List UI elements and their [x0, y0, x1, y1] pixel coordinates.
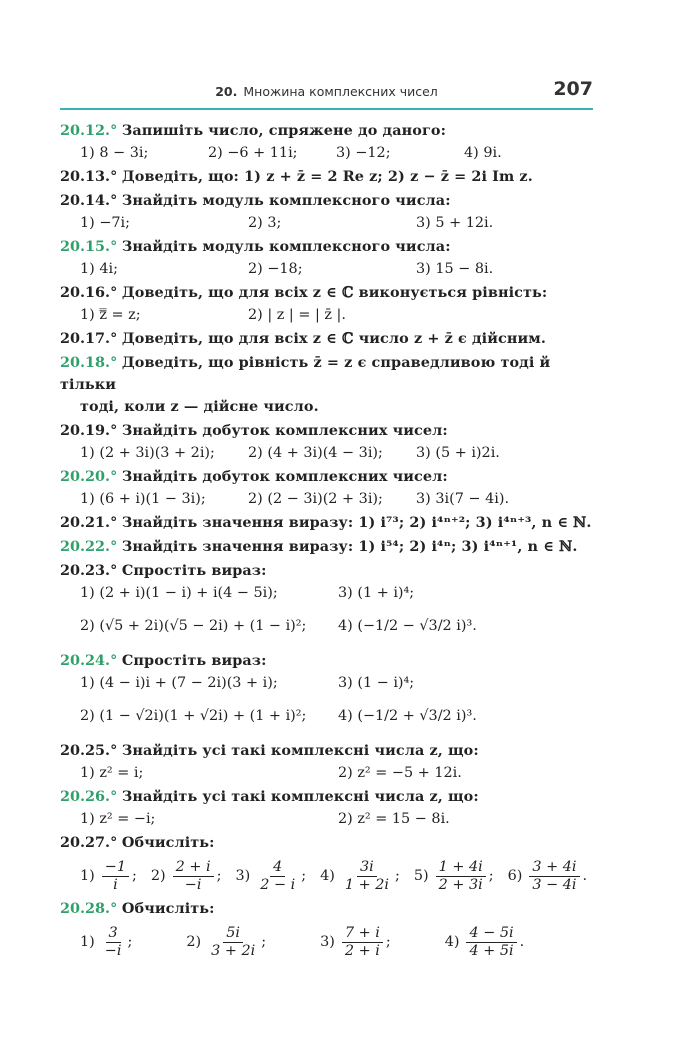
problem-number: 20.20.° — [60, 468, 118, 485]
fraction-punctuation: ; — [132, 868, 137, 884]
problem-20-15 — [60, 236, 600, 280]
option-2: 2) −18; — [248, 261, 303, 277]
option-1: 1) (2 + i)(1 − i) + i(4 − 5i); — [80, 585, 278, 601]
problem-20-17 — [60, 328, 600, 350]
fraction-punctuation: ; — [385, 934, 391, 950]
option-2: 2) | z | = | z̄ |. — [248, 307, 346, 323]
problem-20-12 — [60, 120, 600, 164]
fraction-denominator: −i — [104, 942, 122, 959]
page-header — [60, 80, 593, 110]
option-2: 2) (1 − √2i)(1 + √2i) + (1 + i)²; — [80, 708, 307, 724]
problem-number: 20.26.° — [60, 788, 118, 805]
fraction-punctuation: ; — [216, 868, 222, 884]
fraction — [173, 859, 214, 894]
fraction-item — [414, 859, 494, 894]
fraction-numerator: 1 + 4i — [436, 859, 486, 877]
answer-options — [60, 808, 600, 830]
fraction-denominator: i — [113, 876, 118, 893]
problem-statement: Знайдіть усі такі комплексні числа z, що: — [121, 742, 479, 759]
problem-statement: Знайдіть значення виразу: 1) i⁷³; 2) i⁴ⁿ⁺²; 3) i⁴ⁿ⁺³, n ∈ ℕ. — [121, 514, 592, 531]
fraction-options — [60, 854, 600, 898]
fraction — [436, 859, 486, 894]
problem-number: 20.19.° — [60, 422, 118, 439]
fraction-item — [80, 925, 132, 960]
option-2: 2) −6 + 11i; — [208, 145, 298, 161]
option-1: 1) (2 + 3i)(3 + 2i); — [80, 445, 215, 461]
fraction-denominator: 1 + 2i — [344, 876, 389, 893]
problem-20-18 — [60, 352, 600, 418]
fraction-punctuation: . — [519, 934, 525, 950]
problem-statement: Доведіть, що для всіх z ∈ ℂ виконується рівність: — [121, 284, 548, 301]
problem-statement: Запишіть число, спряжене до даного: — [121, 122, 446, 139]
fraction-item — [320, 859, 400, 894]
fraction-label: 3) — [320, 934, 335, 950]
problem-20-21 — [60, 512, 600, 534]
problem-number: 20.15.° — [60, 238, 118, 255]
fraction-numerator: 4 — [270, 859, 285, 877]
fraction-denominator: 2 + 3i — [438, 876, 483, 893]
option-1: 1) −7i; — [80, 215, 131, 231]
fraction-options — [60, 920, 600, 964]
fraction-denominator: −i — [184, 876, 202, 893]
problem-number: 20.23.° — [60, 562, 118, 579]
fraction — [342, 925, 383, 960]
option-2: 2) (√5 + 2i)(√5 − 2i) + (1 − i)²; — [80, 618, 307, 634]
answer-options — [60, 142, 600, 164]
problem-statement: Обчисліть: — [121, 834, 215, 851]
problem-statement: Знайдіть модуль комплексного числа: — [121, 192, 451, 209]
fraction — [342, 859, 392, 894]
fraction-label: 4) — [444, 934, 460, 950]
problem-20-27 — [60, 832, 600, 898]
problem-number: 20.24.° — [60, 652, 118, 669]
option-2: 2) 3; — [248, 215, 282, 231]
problem-20-13 — [60, 166, 600, 188]
problem-number: 20.17.° — [60, 330, 118, 347]
problem-statement: Доведіть, що для всіх z ∈ ℂ число z + z̄ є дійсним. — [121, 330, 546, 347]
problem-20-20 — [60, 466, 600, 510]
answer-options-row-2 — [60, 604, 600, 648]
answer-options — [60, 488, 600, 510]
section-title — [60, 84, 593, 99]
option-4: 4) (−1/2 + √3/2 i)³. — [338, 708, 477, 724]
fraction-denominator: 4 + 5i — [469, 942, 514, 959]
option-2: 2) (4 + 3i)(4 − 3i); — [248, 445, 383, 461]
option-3: 3) 5 + 12i. — [416, 215, 494, 231]
fraction-label: 4) — [320, 868, 335, 884]
answer-options — [60, 258, 600, 280]
option-3: 3) (5 + i)2i. — [416, 445, 500, 461]
option-1: 1) (4 − i)i + (7 − 2i)(3 + i); — [80, 675, 278, 691]
option-3: 3) 3i(7 − 4i). — [416, 491, 510, 507]
problem-statement: Знайдіть добуток комплексних чисел: — [121, 422, 448, 439]
fraction-label: 3) — [235, 868, 251, 884]
section-title-text: Множина комплексних чисел — [243, 84, 438, 99]
fraction — [102, 925, 125, 960]
problem-statement: Спростіть вираз: — [121, 652, 267, 669]
fraction-numerator: 3i — [357, 859, 377, 877]
fraction-item — [151, 859, 222, 894]
fraction-numerator: 7 + i — [342, 925, 383, 943]
option-3: 3) 15 − 8i. — [416, 261, 494, 277]
fraction-punctuation: ; — [394, 868, 400, 884]
fraction-punctuation: . — [582, 868, 588, 884]
fraction-label: 1) — [80, 868, 95, 884]
option-4: 4) 9i. — [464, 145, 502, 161]
problem-20-26 — [60, 786, 600, 830]
fraction-denominator: 2 + i — [344, 942, 380, 959]
problem-statement: Знайдіть значення виразу: 1) i⁵⁴; 2) i⁴ⁿ; 3) i⁴ⁿ⁺¹, n ∈ ℕ. — [121, 538, 578, 555]
answer-options — [60, 304, 600, 326]
option-2: 2) z² = 15 − 8i. — [338, 811, 450, 827]
problem-statement: Обчисліть: — [121, 900, 215, 917]
answer-options — [60, 442, 600, 464]
fraction-label: 6) — [507, 868, 523, 884]
section-number: 20. — [215, 84, 238, 99]
problem-20-25 — [60, 740, 600, 784]
option-4: 4) (−1/2 − √3/2 i)³. — [338, 618, 477, 634]
fraction-punctuation: ; — [261, 934, 267, 950]
fraction — [529, 859, 579, 894]
option-2: 2) z² = −5 + 12i. — [338, 765, 462, 781]
problem-number: 20.27.° — [60, 834, 118, 851]
fraction-numerator: 2 + i — [173, 859, 214, 877]
problem-statement: Доведіть, що: 1) z + z̄ = 2 Re z; 2) z − z̄ = 2i Im z. — [121, 168, 533, 185]
option-2: 2) (2 − 3i)(2 + 3i); — [248, 491, 383, 507]
option-1: 1) 4i; — [80, 261, 118, 277]
problem-20-16 — [60, 282, 600, 326]
fraction-item — [445, 925, 524, 960]
fraction-label: 5) — [413, 868, 429, 884]
problem-number: 20.18.° — [60, 354, 118, 371]
fraction-numerator: −1 — [102, 859, 129, 877]
fraction-numerator: 3 + 4i — [529, 859, 579, 877]
problem-number: 20.14.° — [60, 192, 118, 209]
option-1: 1) 8 − 3i; — [80, 145, 149, 161]
problem-statement: Доведіть, що рівність z̄ = z є справедливою тоді й тільки — [60, 354, 551, 393]
fraction-denominator: 3 − 4i — [532, 876, 577, 893]
answer-options — [60, 762, 600, 784]
problem-statement: Спростіть вираз: — [121, 562, 267, 579]
fraction-item — [235, 859, 306, 894]
problem-20-24 — [60, 650, 600, 738]
option-3: 3) (1 + i)⁴; — [338, 585, 415, 601]
fraction — [257, 859, 298, 894]
fraction-denominator: 2 − i — [260, 876, 296, 893]
problem-20-23 — [60, 560, 600, 648]
problem-number: 20.21.° — [60, 514, 118, 531]
fraction-numerator: 3 — [106, 925, 121, 943]
fraction-label: 2) — [186, 934, 202, 950]
problem-number: 20.28.° — [60, 900, 118, 917]
problem-number: 20.22.° — [60, 538, 118, 555]
fraction-label: 2) — [150, 868, 166, 884]
option-1: 1) (6 + i)(1 − 3i); — [80, 491, 206, 507]
option-1: 1) z² = i; — [80, 765, 144, 781]
problem-number: 20.16.° — [60, 284, 118, 301]
problem-20-19 — [60, 420, 600, 464]
fraction — [466, 925, 516, 960]
fraction-numerator: 4 − 5i — [466, 925, 516, 943]
fraction-item — [80, 859, 137, 894]
page-number: 207 — [553, 78, 593, 100]
option-3: 3) (1 − i)⁴; — [338, 675, 415, 691]
problem-number: 20.12.° — [60, 122, 118, 139]
answer-options-row-1 — [60, 582, 600, 604]
answer-options — [60, 212, 600, 234]
answer-options-row-1 — [60, 672, 600, 694]
problem-statement: Знайдіть модуль комплексного числа: — [121, 238, 451, 255]
fraction-denominator: 3 + 2i — [211, 942, 256, 959]
fraction-label: 1) — [80, 934, 95, 950]
fraction-item — [186, 925, 266, 960]
problem-20-28 — [60, 898, 600, 964]
problem-20-14 — [60, 190, 600, 234]
fraction-punctuation: ; — [127, 934, 133, 950]
answer-options-row-2 — [60, 694, 600, 738]
problem-number: 20.25.° — [60, 742, 118, 759]
option-3: 3) −12; — [336, 145, 391, 161]
fraction-item — [320, 925, 391, 960]
problem-statement: Знайдіть усі такі комплексні числа z, що: — [121, 788, 479, 805]
option-1: 1) z² = −i; — [80, 811, 156, 827]
option-1: 1) z̿ = z; — [80, 307, 141, 323]
problem-20-22 — [60, 536, 600, 558]
problem-statement-continued: тоді, коли z — дійсне число. — [80, 398, 319, 415]
fraction-numerator: 5i — [223, 925, 243, 943]
fraction — [102, 859, 129, 894]
fraction-punctuation: ; — [488, 868, 494, 884]
fraction-item — [508, 859, 587, 894]
fraction-punctuation: ; — [301, 868, 307, 884]
exercise-list — [60, 120, 600, 964]
problem-number: 20.13.° — [60, 168, 118, 185]
problem-statement: Знайдіть добуток комплексних чисел: — [121, 468, 448, 485]
fraction — [208, 925, 258, 960]
